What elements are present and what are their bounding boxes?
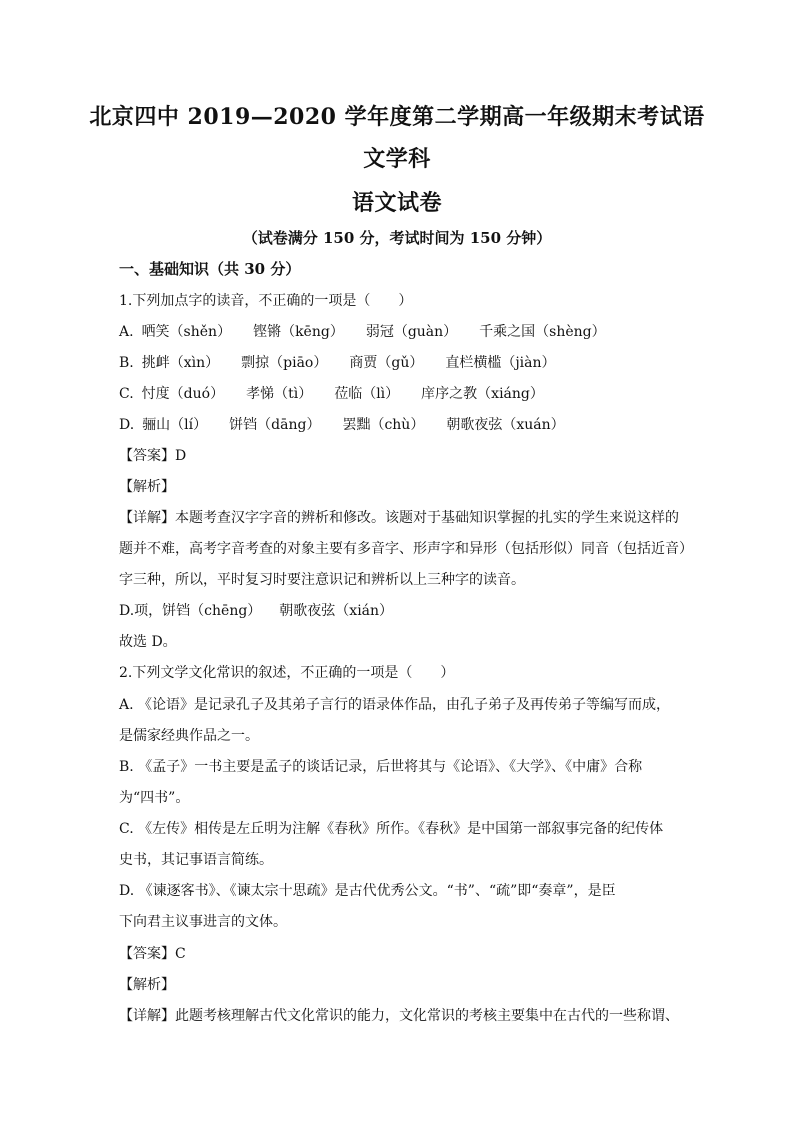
option-label: D.	[119, 417, 135, 433]
detail-text: 本题考查汉字字音的辨析和修改。该题对于基础知识掌握的扎实的学生来说这样的	[175, 510, 679, 526]
option-item: 哂笑（shěn）	[141, 324, 232, 340]
section-heading: 一、基础知识（共 30 分）	[119, 260, 301, 278]
option-item: 骊山（lí）	[142, 417, 208, 433]
q1-detail-line3: 字三种，所以，平时复习时要注意识记和辨析以上三种字的读音。	[119, 572, 525, 588]
q1-option-a	[119, 322, 679, 342]
q1-detail-line4	[119, 601, 679, 621]
q2-option-a-line1: A. 《论语》是记录孔子及其弟子言行的语录体作品，由孔子弟子及再传弟子等编写而成，	[119, 697, 671, 713]
option-item: 挑衅（xìn）	[141, 355, 220, 371]
answer-value: D	[175, 448, 187, 464]
q1-detail-line2: 题并不难，高考字音考查的对象主要有多音字、形声字和异形（包括形似）同音（包括近音）	[119, 541, 693, 557]
q1-analysis-tag: 【解析】	[119, 479, 175, 495]
option-item: 庠序之教（xiáng）	[421, 386, 544, 402]
option-item: 剽掠（piāo）	[241, 355, 328, 371]
option-item: 朝歌夜弦（xuán）	[446, 417, 565, 433]
q2-option-b-line1: B. 《孟子》一书主要是孟子的谈话记录，后世将其与《论语》、《大学》、《中庸》合称	[119, 759, 643, 775]
option-item: 弱冠（guàn）	[365, 324, 458, 340]
detail-text: 此题考核理解古代文化常识的能力，文化常识的考核主要集中在古代的一些称谓、	[175, 1008, 679, 1024]
q2-option-d-line2: 下向君主议事进言的文体。	[119, 914, 287, 930]
q1-detail-line1	[119, 508, 679, 528]
q2-option-a-line2: 是儒家经典作品之一。	[119, 728, 259, 744]
q2-answer	[119, 944, 679, 964]
q2-stem: 2.下列文学文化常识的叙述，不正确的一项是（ ）	[119, 665, 455, 681]
exam-title-line2: 文学科	[363, 146, 431, 172]
q2-option-c-line2: 史书，其记事语言简练。	[119, 852, 273, 868]
option-label: A.	[119, 324, 134, 340]
option-label: B.	[119, 355, 134, 371]
option-item: 商贾（gǔ）	[349, 355, 424, 371]
option-item: 罢黜（chù）	[342, 417, 425, 433]
option-item: 饼铛（dāng）	[229, 417, 321, 433]
q2-option-d-line1: D. 《谏逐客书》、《谏太宗十思疏》是古代优秀公文。“书”、“疏”即“奏章”，是臣	[119, 883, 616, 899]
option-item: 莅临（lì）	[334, 386, 400, 402]
q1-conclusion: 故选 D。	[119, 634, 177, 650]
option-item: 铿锵（kēng）	[253, 324, 344, 340]
option-item: 忖度（duó）	[141, 386, 225, 402]
q1-option-b	[119, 353, 679, 373]
option-label: C.	[119, 386, 134, 402]
detail-text: 朝歌夜弦（xián）	[279, 603, 394, 619]
answer-tag: 【答案】	[119, 448, 175, 464]
q1-option-d	[119, 415, 679, 435]
answer-tag: 【答案】	[119, 946, 175, 962]
answer-value: C	[175, 946, 186, 962]
q1-option-c	[119, 384, 679, 404]
detail-tag: 【详解】	[119, 510, 175, 526]
q2-analysis-tag: 【解析】	[119, 977, 175, 993]
q2-detail-line1	[119, 1006, 679, 1026]
paper-title: 语文试卷	[351, 190, 442, 216]
exam-subtitle: （试卷满分 150 分，考试时间为 150 分钟）	[242, 229, 552, 247]
q2-option-c-line1: C. 《左传》相传是左丘明为注解《春秋》所作。《春秋》是中国第一部叙事完备的纪传体	[119, 821, 664, 837]
q2-option-b-line2: 为“四书”。	[119, 790, 190, 806]
q1-stem: 1.下列加点字的读音，不正确的一项是（ ）	[119, 293, 413, 309]
option-item: 千乘之国（shèng）	[479, 324, 606, 340]
detail-tag: 【详解】	[119, 1008, 175, 1024]
option-item: 直栏横槛（jiàn）	[445, 355, 556, 371]
option-item: 孝悌（tì）	[246, 386, 313, 402]
q1-answer	[119, 446, 679, 466]
exam-title-line1: 北京四中 2019—2020 学年度第二学期高一年级期末考试语	[89, 104, 705, 130]
detail-text: D.项，饼铛（chēng）	[119, 603, 262, 619]
